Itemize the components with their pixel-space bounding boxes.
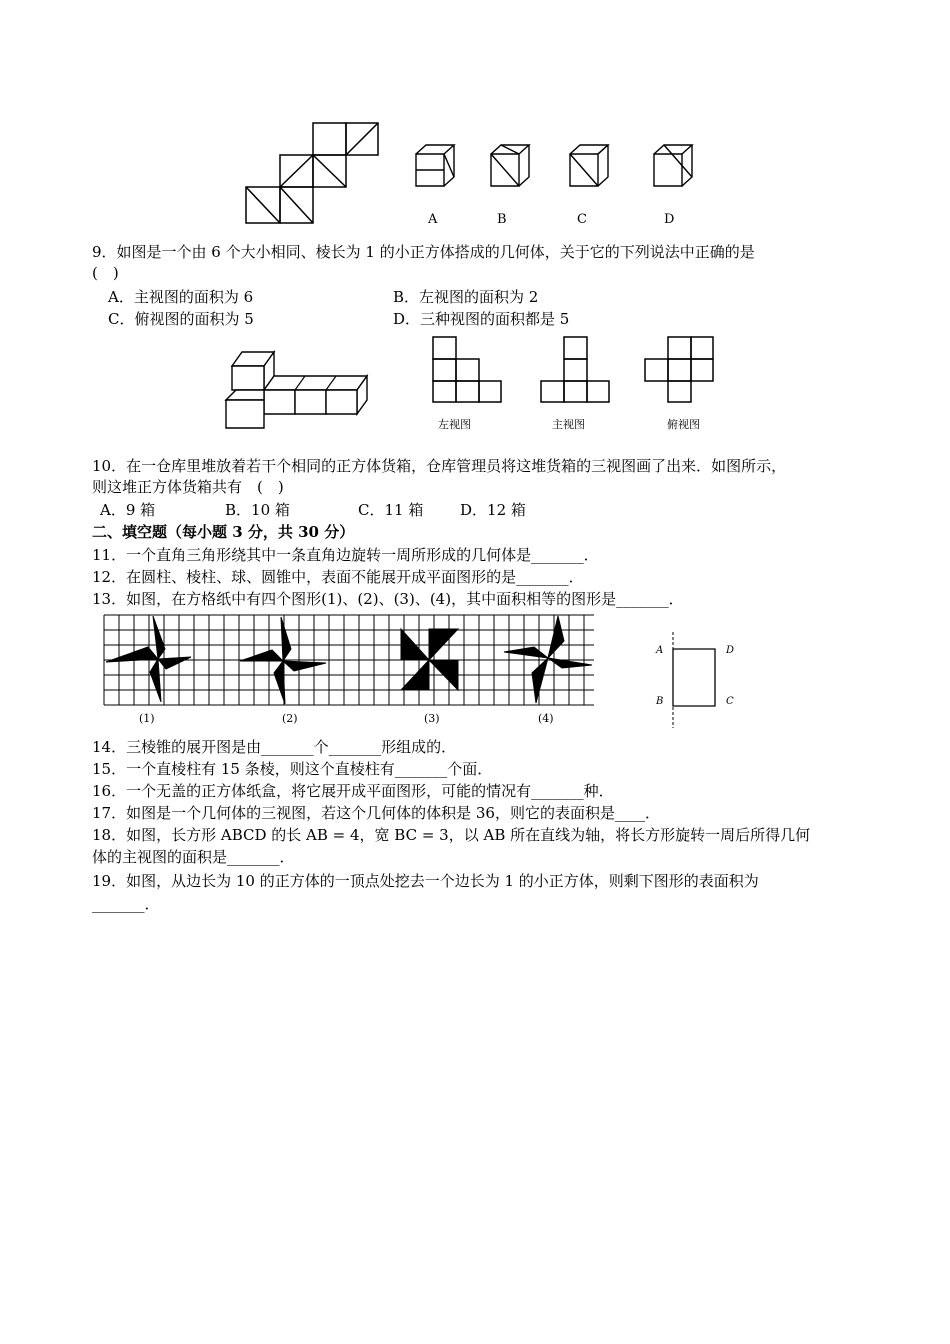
cube-label-b: B [497,212,507,227]
rect-label-d: D [726,645,735,656]
q18-line1: 18．如图，长方形 ABCD 的长 AB = 4，宽 BC = 3，以 AB 所在直线为轴，将长方形旋转一周后所得几何 [92,826,811,844]
front-view [538,334,612,404]
left-view [430,334,504,404]
q9-option-b: B．左视图的面积为 2 [393,288,539,306]
left-view-caption: 左视图 [438,418,471,431]
top-view-caption: 俯视图 [667,418,700,431]
rectangle-abcd-figure [666,630,726,730]
cube-option-a [412,142,462,190]
q10-option-c: C．11 箱 [358,501,424,519]
q18-line2: 体的主视图的面积是_______． [92,848,295,866]
rect-label-b: B [656,696,664,707]
cube-label-a: A [428,212,438,227]
q17: 17．如图是一个几何体的三视图，若这个几何体的体积是 36，则它的表面积是____． [92,804,660,822]
q14: 14．三棱锥的展开图是由_______个_______形组成的． [92,738,457,756]
top-view [642,334,716,404]
front-view-caption: 主视图 [552,418,585,431]
q10-stem-line1: 10．在一仓库里堆放着若干个相同的正方体货箱，仓库管理员将这堆货箱的三视图画了出来．如图所示， [92,457,787,475]
q9-stem-line1: 9．如图是一个由 6 个大小相同、棱长为 1 的小正方体搭成的几何体，关于它的下列说法中正确的是 [92,243,755,261]
q10-option-b: B．10 箱 [225,501,290,519]
cube-label-c: C [577,212,587,227]
q10-option-d: D．12 箱 [460,501,526,519]
q13: 13．如图，在方格纸中有四个图形(1)、(2)、(3)、(4)，其中面积相等的图形是_______． [92,590,684,608]
q11: 11．一个直角三角形绕其中一条直角边旋转一周所形成的几何体是_______． [92,546,599,564]
q9-option-d: D．三种视图的面积都是 5 [393,310,570,328]
six-cube-solid [222,348,372,430]
q19-line2: _______． [92,895,160,913]
grid-label-3: (3) [424,712,440,725]
q9-option-c: C．俯视图的面积为 5 [108,310,254,328]
cube-option-c [566,142,616,190]
cube-net-figure [240,120,385,228]
q9-option-a: A．主视图的面积为 6 [108,288,254,306]
q15: 15．一个直棱柱有 15 条棱，则这个直棱柱有_______个面． [92,760,493,778]
grid-pinwheel-figure [102,613,596,707]
cube-option-b [487,142,537,190]
q9-stem-line2: ( ) [92,264,119,282]
q10-option-a: A．9 箱 [100,501,156,519]
grid-label-2: (2) [282,712,298,725]
q12: 12．在圆柱、棱柱、球、圆锥中，表面不能展开成平面图形的是_______． [92,568,584,586]
grid-label-4: (4) [538,712,554,725]
rect-label-a: A [656,645,664,656]
rect-label-c: C [726,696,734,707]
section2-title: 二、填空题（每小题 3 分，共 30 分） [92,523,355,541]
cube-label-d: D [664,212,675,227]
q16: 16．一个无盖的正方体纸盒，将它展开成平面图形，可能的情况有_______种． [92,782,614,800]
q19-line1: 19．如图，从边长为 10 的正方体的一顶点处挖去一个边长为 1 的小正方体，则剩下图形的表面积为 [92,872,759,890]
q10-stem-line2: 则这堆正方体货箱共有 ( ) [92,478,284,496]
grid-label-1: (1) [139,712,155,725]
cube-option-d [650,142,700,190]
